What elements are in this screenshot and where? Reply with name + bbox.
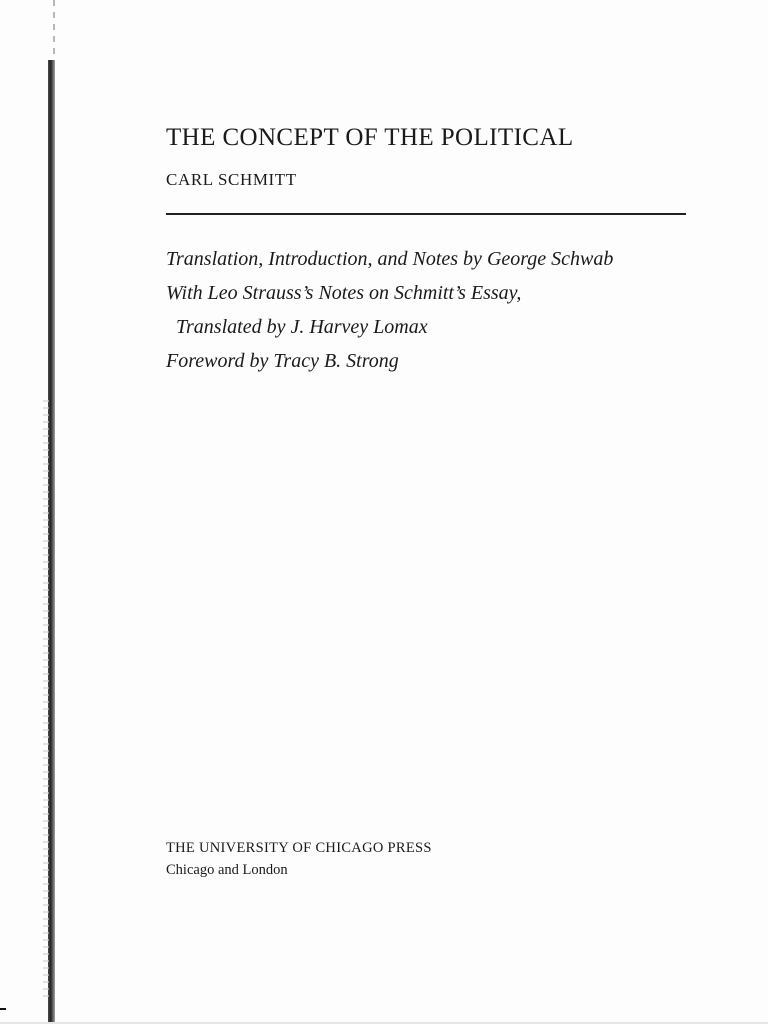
title-divider [166, 213, 686, 215]
scan-corner-mark [0, 1008, 6, 1010]
credit-strauss-translator: Translated by J. Harvey Lomax [176, 316, 428, 338]
book-author: CARL SCHMITT [166, 170, 297, 189]
credit-translation: Translation, Introduction, and Notes by George Schwab [166, 248, 614, 270]
credits-block [166, 242, 613, 378]
book-binding-edge [48, 60, 55, 1024]
binding-edge-top [53, 0, 55, 60]
publisher-name: THE UNIVERSITY OF CHICAGO PRESS [166, 840, 432, 856]
book-title: THE CONCEPT OF THE POLITICAL [166, 124, 574, 151]
binding-speckle [43, 400, 49, 1000]
credit-strauss-notes: With Leo Strauss’s Notes on Schmitt’s Essay, [166, 282, 522, 304]
credit-foreword: Foreword by Tracy B. Strong [166, 350, 399, 372]
publisher-place: Chicago and London [166, 862, 288, 878]
